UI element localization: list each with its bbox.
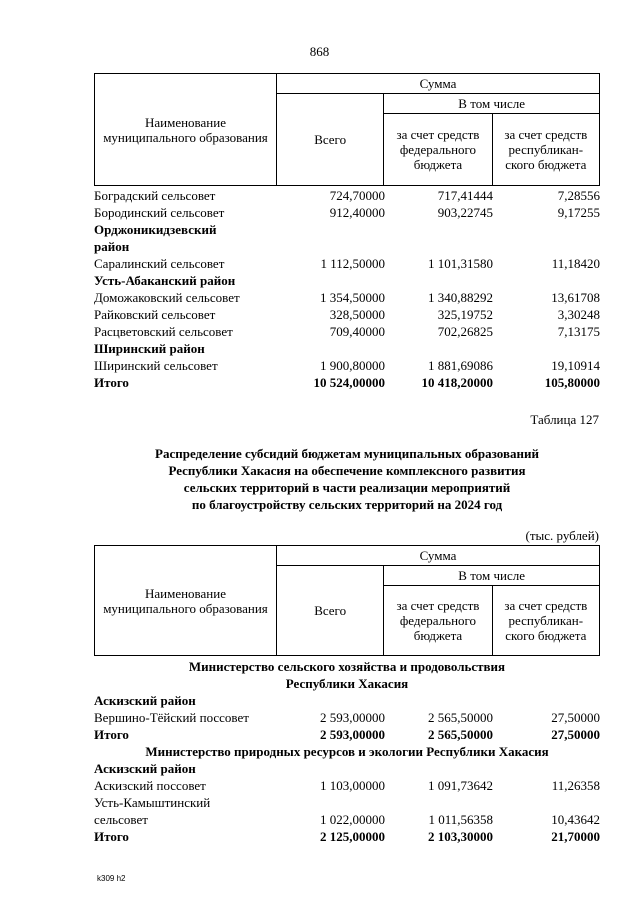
header-in-that: В том числе [384,566,600,586]
table-row [94,204,600,221]
group-row [94,238,600,255]
page-number: 868 [309,44,330,59]
federal-value [385,794,493,811]
group-row [94,692,600,709]
total-value: 1 103,00000 [320,778,385,793]
units-label: (тыс. рублей) [525,528,599,543]
republic-value: 19,10914 [551,358,600,373]
federal-value: 702,26825 [437,324,493,339]
republic-value: 3,30248 [557,307,600,322]
table-row [94,289,600,306]
municipality-name: Вершино-Тёйский поссовет [94,710,249,725]
total-value: 1 022,00000 [320,812,385,827]
group-title: Ширинский район [94,341,205,356]
header-sum: Сумма [276,74,599,94]
table-row [94,777,600,794]
section-row [94,675,600,692]
municipality-name: Расцветовский сельсовет [94,324,233,339]
title-line: Распределение субсидий бюджетам муниципальных образований [155,446,539,461]
municipality-name: Усть-Камыштинский [94,795,211,810]
table-row [94,709,600,726]
table-row [94,187,600,204]
table-row [94,255,600,272]
table-row [94,306,600,323]
federal-value: 1 101,31580 [428,256,493,271]
federal-value: 1 091,73642 [428,778,493,793]
total-value: 328,50000 [329,307,385,322]
federal-value: 1 340,88292 [428,290,493,305]
table1-header [94,73,600,186]
table-row [94,323,600,340]
table2-body [94,658,600,845]
municipality-name: сельсовет [94,812,148,827]
republic-value: 9,17255 [557,205,600,220]
group-row [94,221,600,238]
republic-value: 11,18420 [551,256,600,271]
total-value: 724,70000 [329,188,385,203]
republic-value: 13,61708 [551,290,600,305]
group-row [94,272,600,289]
total-value: 2 593,00000 [320,710,385,725]
group-title: Аскизский район [94,693,196,708]
federal-value: 903,22745 [437,205,493,220]
table-row [94,357,600,374]
group-title: район [94,239,130,254]
municipality-name: Доможаковский сельсовет [94,290,240,305]
republic-value: 7,28556 [557,188,600,203]
total-value: 912,40000 [329,205,385,220]
total-value: 709,40000 [329,324,385,339]
republic-value: 27,50000 [551,710,600,725]
municipality-name: Итого [94,375,129,390]
federal-value: 1 011,56358 [428,812,493,827]
footer-code: k309 h2 [97,874,126,883]
group-row [94,340,600,357]
federal-value: 1 881,69086 [428,358,493,373]
group-title: Усть-Абаканский район [94,273,236,288]
republic-value: 105,80000 [544,375,600,390]
municipality-name: Итого [94,829,129,844]
section-row [94,743,600,760]
republic-value: 27,50000 [551,727,600,742]
federal-value: 2 565,50000 [428,727,493,742]
total-value: 10 524,00000 [313,375,385,390]
total-value: 1 112,50000 [320,256,385,271]
table-row [94,794,600,811]
federal-value: 10 418,20000 [421,375,493,390]
federal-value: 717,41444 [437,188,493,203]
total-row [94,374,600,391]
title-line: сельских территорий в части реализации мероприятий [183,480,511,495]
total-row [94,828,600,845]
total-value: 2 593,00000 [320,727,385,742]
header-republic: за счет средств республикан-ского бюджета [492,114,599,186]
group-row [94,760,600,777]
republic-value: 11,26358 [551,778,600,793]
header-republic: за счет средств республикан-ского бюджета [492,586,599,656]
total-value [277,794,385,811]
federal-value: 325,19752 [437,307,493,322]
header-total: Всего [276,94,383,186]
republic-value: 10,43642 [551,812,600,827]
municipality-name: Бородинский сельсовет [94,205,225,220]
section-row [94,658,600,675]
header-total: Всего [276,566,383,656]
municipality-name: Ширинский сельсовет [94,358,218,373]
title-line: Республики Хакасия на обеспечение комплексного развития [168,463,526,478]
total-value: 1 354,50000 [320,290,385,305]
group-title: Аскизский район [94,761,196,776]
table2-header [94,545,600,656]
republic-value: 21,70000 [551,829,600,844]
total-value: 2 125,00000 [320,829,385,844]
municipality-name: Итого [94,727,129,742]
section-title: Республики Хакасия [285,676,409,691]
total-value: 1 900,80000 [320,358,385,373]
municipality-name: Боградский сельсовет [94,188,216,203]
republic-value [493,794,600,811]
table-label: Таблица 127 [530,412,599,427]
table-row [94,811,600,828]
federal-value: 2 565,50000 [428,710,493,725]
title-line: по благоустройству сельских территорий на 2024 год [191,497,503,512]
table1-body [94,187,600,391]
total-row [94,726,600,743]
municipality-name: Аскизский поссовет [94,778,206,793]
header-in-that: В том числе [384,94,600,114]
header-sum: Сумма [276,546,599,566]
federal-value: 2 103,30000 [428,829,493,844]
municipality-name: Райковский сельсовет [94,307,216,322]
section-title: Министерство природных ресурсов и экологии Республики Хакасия [145,744,549,759]
republic-value: 7,13175 [557,324,600,339]
section-title: Министерство сельского хозяйства и продовольствия [188,659,506,674]
group-title: Орджоникидзевский [94,222,217,237]
table-title [94,445,600,513]
header-name-col: Наименование муниципального образования [95,546,277,656]
header-name-col: Наименование муниципального образования [95,74,277,186]
municipality-name: Саралинский сельсовет [94,256,225,271]
header-federal: за счет средств федерального бюджета [384,114,492,186]
header-federal: за счет средств федерального бюджета [384,586,492,656]
